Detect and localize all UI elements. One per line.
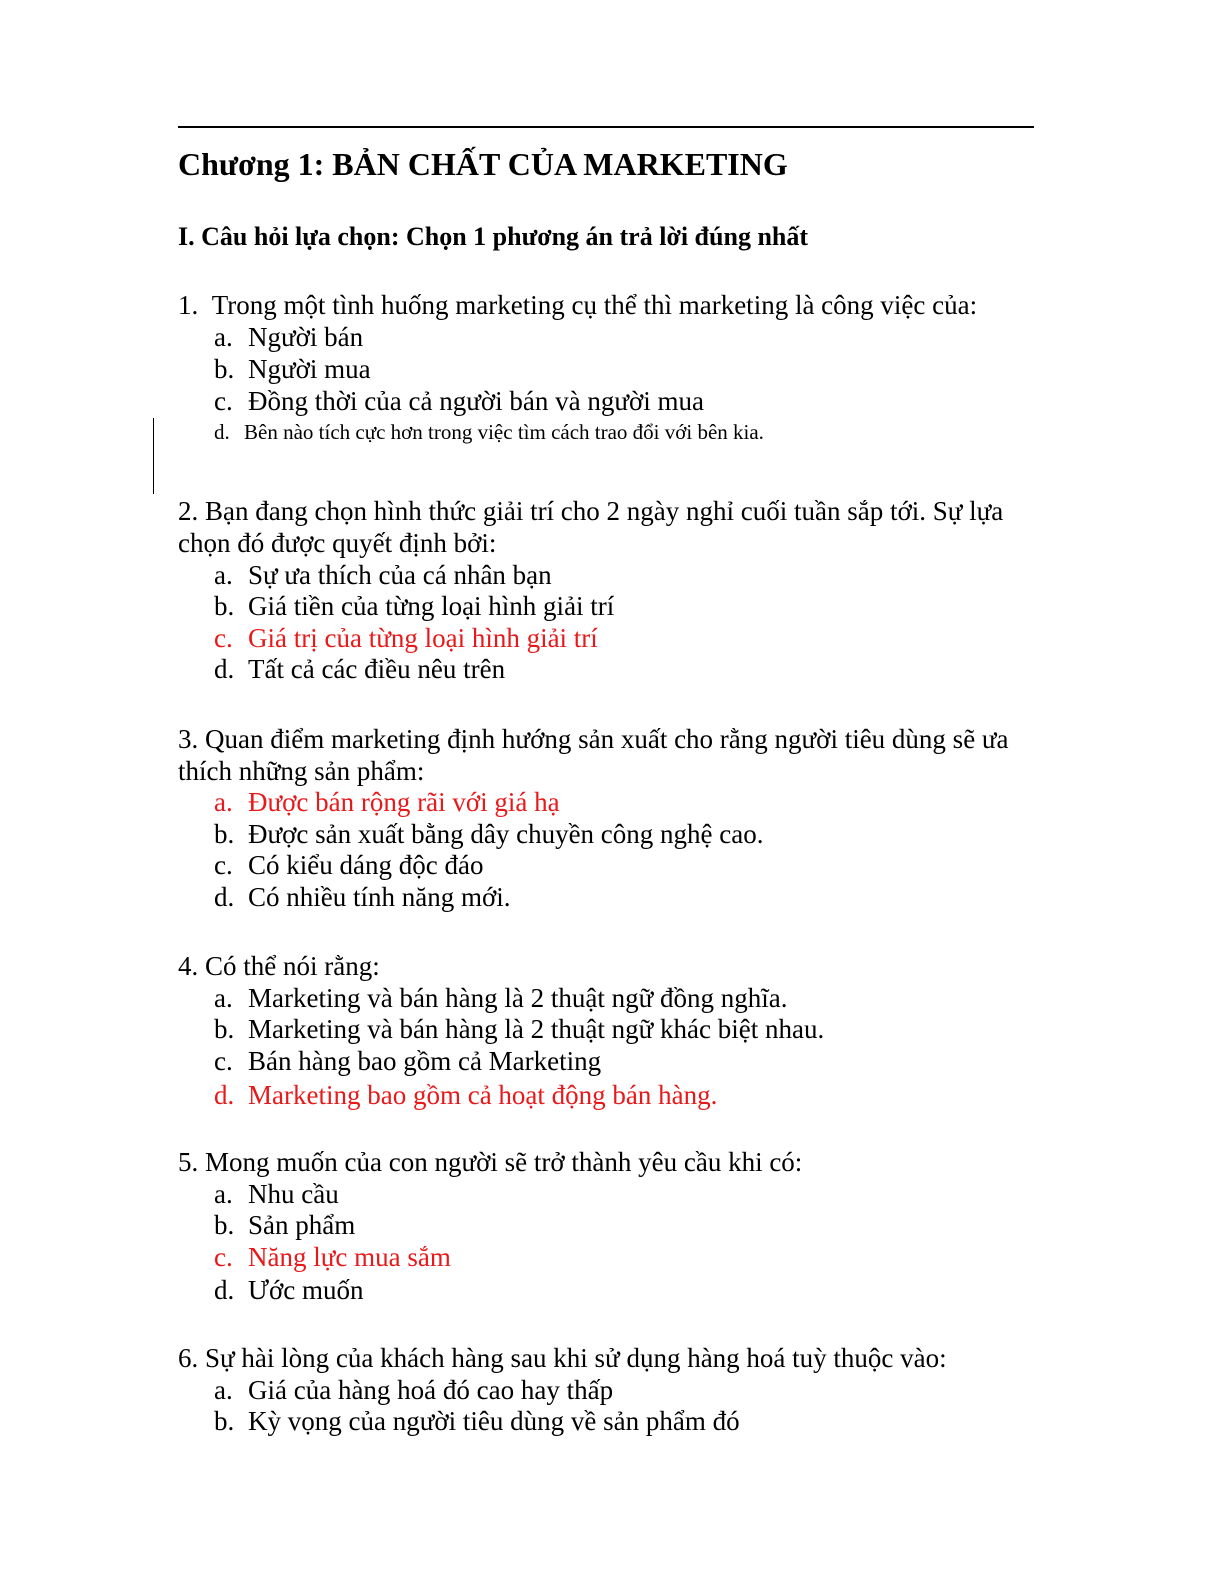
option-1d: d. Bên nào tích cực hơn trong việc tìm cách trao đổi với bên kia. — [214, 420, 764, 444]
question-text: Bạn đang chọn hình thức giải trí cho 2 ngày nghỉ cuối tuần sắp tới. Sự lựa — [205, 496, 1004, 526]
option-2c-answer: c. Giá trị của từng loại hình giải trí — [214, 623, 598, 653]
question-3 — [178, 726, 1009, 753]
option-5b: b. Sản phẩm — [214, 1210, 356, 1240]
option-2b: b. Giá tiền của từng loại hình giải trí — [214, 591, 615, 621]
question-text: Sự hài lòng của khách hàng sau khi sử dụng hàng hoá tuỳ thuộc vào: — [205, 1343, 947, 1373]
option-4b: b. Marketing và bán hàng là 2 thuật ngữ khác biệt nhau. — [214, 1014, 825, 1044]
option-4c: c. Bán hàng bao gồm cả Marketing — [214, 1046, 602, 1076]
option-1a: a. Người bán — [214, 322, 364, 352]
option-3b: b. Được sản xuất bằng dây chuyền công nghệ cao. — [214, 819, 764, 849]
question-2 — [178, 498, 1003, 525]
option-2a: a. Sự ưa thích của cá nhân bạn — [214, 560, 552, 590]
chapter-title: Chương 1: BẢN CHẤT CỦA MARKETING — [178, 146, 788, 182]
option-6b: b. Kỳ vọng của người tiêu dùng về sản phẩm đó — [214, 1406, 740, 1436]
option-5c-answer: c. Năng lực mua sắm — [214, 1242, 451, 1272]
option-1b: b. Người mua — [214, 354, 371, 384]
option-5a: a. Nhu cầu — [214, 1179, 339, 1209]
question-text: Quan điểm marketing định hướng sản xuất cho rằng người tiêu dùng sẽ ưa — [205, 724, 1009, 754]
question-number: 5. — [178, 1147, 199, 1177]
section-title: I. Câu hỏi lựa chọn: Chọn 1 phương án trả lời đúng nhất — [178, 222, 809, 251]
option-6a: a. Giá của hàng hoá đó cao hay thấp — [214, 1375, 614, 1405]
question-4 — [178, 953, 380, 980]
option-5d: d. Ước muốn — [214, 1275, 364, 1305]
question-text: Trong một tình huống marketing cụ thể thì marketing là công việc của: — [211, 290, 978, 320]
question-5 — [178, 1149, 802, 1176]
question-1 — [178, 292, 977, 319]
option-3d: d. Có nhiều tính năng mới. — [214, 882, 511, 912]
question-text: Mong muốn của con người sẽ trở thành yêu cầu khi có: — [205, 1147, 803, 1177]
question-number: 6. — [178, 1343, 199, 1373]
header-rule — [178, 126, 1034, 128]
question-number: 2. — [178, 496, 199, 526]
question-number: 3. — [178, 724, 199, 754]
question-2-cont: chọn đó được quyết định bởi: — [178, 528, 497, 558]
option-4a: a. Marketing và bán hàng là 2 thuật ngữ đồng nghĩa. — [214, 983, 788, 1013]
option-3c: c. Có kiểu dáng độc đáo — [214, 850, 484, 880]
question-3-cont: thích những sản phẩm: — [178, 756, 425, 786]
change-bar — [153, 418, 154, 494]
option-3a-answer: a. Được bán rộng rãi với giá hạ — [214, 787, 560, 817]
question-number: 1. — [178, 290, 199, 320]
question-text: Có thể nói rằng: — [205, 951, 380, 981]
question-6 — [178, 1345, 947, 1372]
option-4d-answer: d. Marketing bao gồm cả hoạt động bán hàng. — [214, 1080, 718, 1110]
option-1c: c. Đồng thời của cả người bán và người mua — [214, 386, 704, 416]
option-2d: d. Tất cả các điều nêu trên — [214, 654, 506, 684]
question-number: 4. — [178, 951, 199, 981]
